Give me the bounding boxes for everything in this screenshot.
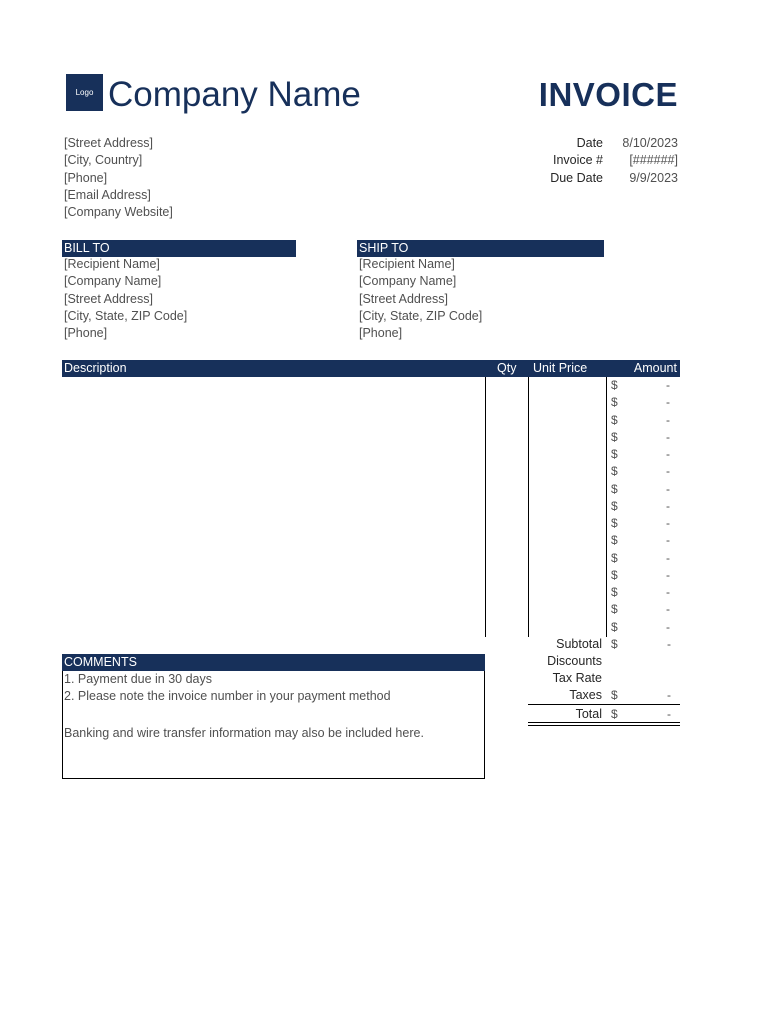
logo <box>66 74 103 111</box>
total-amount: - <box>667 707 671 721</box>
col-amount-header: Amount <box>633 361 677 375</box>
currency-symbol: $ <box>611 619 618 634</box>
col-qty-header: Qty <box>497 361 517 375</box>
row-amount: - <box>666 619 670 634</box>
currency-symbol: $ <box>611 447 618 461</box>
column-divider <box>528 377 529 637</box>
table-row <box>611 601 680 618</box>
table-row <box>611 412 680 429</box>
discounts-label: Discounts <box>547 654 602 668</box>
ship-to-recipient: [Recipient Name] <box>359 257 455 271</box>
ship-to-city: [City, State, ZIP Code] <box>359 309 483 323</box>
table-row <box>611 567 680 584</box>
sender-email: [Email Address] <box>64 188 151 202</box>
date-value: 8/10/2023 <box>622 136 678 150</box>
table-row <box>611 481 680 498</box>
bill-to-city: [City, State, ZIP Code] <box>64 309 188 323</box>
due-date-value: 9/9/2023 <box>629 171 678 185</box>
row-amount: - <box>666 567 670 582</box>
total-double-rule <box>528 722 680 723</box>
table-row <box>611 377 680 394</box>
table-row <box>611 550 680 567</box>
currency-symbol: $ <box>611 378 618 392</box>
table-row <box>611 498 680 515</box>
table-row <box>611 446 680 463</box>
row-amount: - <box>666 429 670 444</box>
row-amount: - <box>666 498 670 513</box>
currency-symbol: $ <box>611 429 618 444</box>
sender-street: [Street Address] <box>64 136 153 150</box>
total-label: Total <box>575 707 602 721</box>
column-divider <box>485 377 486 637</box>
ship-to-phone: [Phone] <box>359 326 403 340</box>
ship-to-header: SHIP TO <box>357 240 604 257</box>
currency-symbol: $ <box>611 533 618 548</box>
col-unit-price-header: Unit Price <box>533 361 588 375</box>
subtotal-label: Subtotal <box>556 637 602 651</box>
comments-header: COMMENTS <box>62 654 485 671</box>
table-row <box>611 515 680 532</box>
items-header <box>62 360 680 377</box>
sender-phone: [Phone] <box>64 171 108 185</box>
sender-city: [City, Country] <box>64 153 143 167</box>
invoice-number-label: Invoice # <box>552 153 603 167</box>
table-row <box>611 532 680 549</box>
date-row <box>478 135 678 153</box>
subtotal-amount: - <box>667 637 671 651</box>
col-description-header: Description <box>64 361 127 375</box>
currency-symbol: $ <box>611 637 618 651</box>
currency-symbol: $ <box>611 550 618 565</box>
due-date-row <box>478 170 678 188</box>
due-date-label: Due Date <box>550 171 603 185</box>
total-double-rule <box>528 725 680 726</box>
subtotal-value <box>611 636 681 653</box>
currency-symbol: $ <box>611 688 618 702</box>
currency-symbol: $ <box>611 464 618 479</box>
invoice-number-value: [######] <box>629 153 678 167</box>
row-amount: - <box>666 395 670 410</box>
currency-symbol: $ <box>611 707 618 721</box>
row-amount: - <box>666 378 670 392</box>
currency-symbol: $ <box>611 516 618 530</box>
table-row <box>611 463 680 480</box>
tax-rate-label: Tax Rate <box>552 671 602 685</box>
invoice-title: INVOICE <box>538 76 678 113</box>
currency-symbol: $ <box>611 481 618 496</box>
row-amount: - <box>666 412 670 427</box>
company-name: Company Name <box>108 75 361 114</box>
currency-symbol: $ <box>611 602 618 617</box>
row-amount: - <box>666 585 670 599</box>
date-label: Date <box>576 136 603 150</box>
row-amount: - <box>666 533 670 548</box>
comment-line-3: Banking and wire transfer information may also be included here. <box>64 726 424 740</box>
currency-symbol: $ <box>611 412 618 427</box>
row-amount: - <box>666 516 670 530</box>
sender-website: [Company Website] <box>64 205 173 219</box>
currency-symbol: $ <box>611 395 618 410</box>
row-amount: - <box>666 602 670 617</box>
invoice-number-row <box>478 152 678 170</box>
taxes-label: Taxes <box>569 688 602 702</box>
total-value <box>611 706 681 723</box>
currency-symbol: $ <box>611 585 618 599</box>
comment-line-2: 2. Please note the invoice number in your payment method <box>64 689 391 703</box>
amount-column <box>611 377 680 636</box>
row-amount: - <box>666 447 670 461</box>
column-divider <box>606 377 607 637</box>
currency-symbol: $ <box>611 567 618 582</box>
taxes-value <box>611 687 681 704</box>
total-top-rule <box>528 704 680 705</box>
ship-to-street: [Street Address] <box>359 292 448 306</box>
row-amount: - <box>666 550 670 565</box>
ship-to-company: [Company Name] <box>359 274 457 288</box>
comment-line-1: 1. Payment due in 30 days <box>64 672 213 686</box>
table-row <box>611 584 680 601</box>
bill-to-company: [Company Name] <box>64 274 162 288</box>
logo-label: Logo <box>75 88 94 97</box>
bill-to-header: BILL TO <box>62 240 296 257</box>
bill-to-recipient: [Recipient Name] <box>64 257 160 271</box>
bill-to-phone: [Phone] <box>64 326 108 340</box>
table-row <box>611 394 680 411</box>
bill-to-street: [Street Address] <box>64 292 153 306</box>
currency-symbol: $ <box>611 498 618 513</box>
row-amount: - <box>666 481 670 496</box>
table-row <box>611 429 680 446</box>
taxes-amount: - <box>667 688 671 702</box>
table-row <box>611 619 680 636</box>
row-amount: - <box>666 464 670 479</box>
